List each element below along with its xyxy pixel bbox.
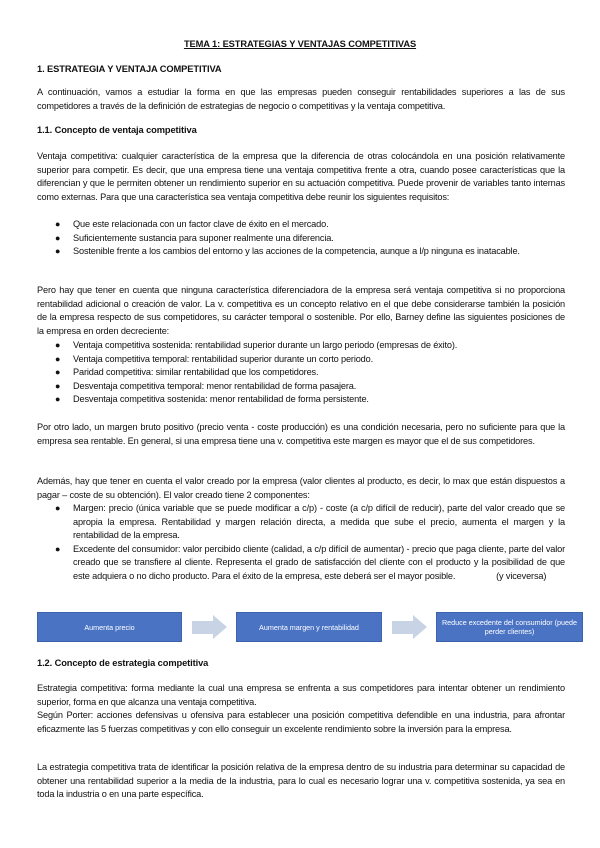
section-1-intro: A continuación, vamos a estudiar la forma en que las empresas pueden conseguir rentabilidades superiores a las de sus competidores a través de la definición de estrategias de negocio o competitivas y la ventaja competitiva.: [37, 87, 565, 111]
section-1-heading: 1. ESTRATEGIA Y VENTAJA COMPETITIVA: [37, 64, 222, 74]
list-item: ● Desventaja competitiva sostenida: menor rentabilidad de forma persistente.: [73, 393, 565, 407]
flow-box-increase-price: Aumenta precio: [37, 612, 182, 642]
bullet-icon: ●: [55, 543, 61, 554]
section-1-1-heading: 1.1. Concepto de ventaja competitiva: [37, 125, 197, 135]
list-item: ● Desventaja competitiva temporal: menor rentabilidad de forma pasajera.: [73, 380, 565, 394]
bullet-icon: ●: [55, 380, 61, 391]
requirements-list: [55, 218, 565, 259]
list-item: ● Sostenible frente a los cambios del entorno y las acciones de la competencia, aunque a l/p ninguna es inatacable.: [73, 245, 565, 259]
section-1-2-heading: 1.2. Concepto de estrategia competitiva: [37, 658, 209, 668]
flow-box-consumer-surplus: Reduce excedente del consumidor (puede perder clientes): [436, 612, 583, 642]
flow-arrow-body: [192, 621, 214, 634]
page-title: TEMA 1: ESTRATEGIAS Y VENTAJAS COMPETITIVAS: [183, 39, 417, 49]
margin-paragraph: Por otro lado, un margen bruto positivo (precio venta - coste producción) es una condición necesaria, pero no suficiente para que la empresa sea rentable. En general, si una empresa tiene una v. competitiva este margen es mayor que el de sus competidores.: [37, 422, 565, 446]
bullet-icon: ●: [55, 503, 61, 513]
bullet-icon: ●: [55, 394, 61, 405]
list-item: ● Excedente del consumidor: valor percibido cliente (calidad, a c/p difícil de aumentar) - precio que paga cliente, parte del valor creado que se transfiere al cliente. Representa el grado de satisfacción del cliente con el producto y la posibilidad de que este adquiera o no dicho producto. Para el éxito de la empresa, este deberá ser el mayor posible. (y viceversa): [55, 543, 565, 581]
bullet-icon: ●: [55, 367, 61, 378]
components-suffix: (y viceversa): [496, 570, 547, 581]
right-arrow-icon: [413, 615, 427, 639]
list-item: ● Suficientemente sustancia para suponer realmente una diferencia.: [73, 232, 565, 246]
list-item: ● Que este relacionada con un factor clave de éxito en el mercado.: [73, 218, 565, 232]
bullet-icon: ●: [55, 340, 61, 350]
list-item: ● Ventaja competitiva temporal: rentabilidad superior durante un corto periodo.: [73, 353, 565, 367]
price-flow-diagram: [37, 612, 583, 642]
porter-paragraph: Según Porter: acciones defensivas u ofensiva para establecer una posición competitiva defendible en una industria, para afrontar eficazmente las 5 fuerzas competitivas y con ello conseguir un excelente rendimiento sobre la inversión para la empresa.: [37, 710, 565, 734]
value-created-paragraph: Además, hay que tener en cuenta el valor creado por la empresa (valor clientes al producto, es decir, lo max que están dispuestos a pagar – coste de su obtención). El valor creado tiene 2 componentes:: [37, 476, 565, 500]
bullet-icon: ●: [55, 353, 61, 364]
strategy-definition: Estrategia competitiva: forma mediante la cual una empresa se enfrenta a sus competidores para intentar obtener un rendimiento superior, forma en que alcanza una ventaja competitiva.: [37, 683, 565, 707]
positions-list: [55, 339, 565, 407]
ventaja-definition: Ventaja competitiva: cualquier característica de la empresa que la diferencia de otras colocándola en una posición relativamente superior para competir. Es decir, que una empresa tiene una ventaja competitiva frente a otra, cuando posee características que la diferencian y que le permiten obtener un rendimiento superior en su actuación competitiva. Puede provenir de variables tanto internas como externas. Para que una característica sea ventaja competitiva debe reunir los siguientes requisitos:: [37, 151, 565, 202]
competitive-strategy-paragraph: La estrategia competitiva trata de identificar la posición relativa de la empresa dentro de su industria para determinar su capacidad de obtener una rentabilidad superior a la media de la industria, para lo cual es necesario lograr una v. competitiva sostenida, ya sea en toda la industria o en una parte específica.: [37, 762, 565, 800]
list-item: ● Paridad competitiva: similar rentabilidad que los competidores.: [73, 366, 565, 380]
barney-paragraph: Pero hay que tener en cuenta que ninguna característica diferenciadora de la empresa será ventaja competitiva si no proporciona rentabilidad adicional o creación de valor. La v. competitiva es un concepto relativo en el que debe considerarse también la posición de la empresa respecto de sus competidores, su carácter temporal o sostenible. Por ello, Barney define las siguientes posiciones de la empresa en orden decreciente:: [37, 285, 565, 336]
bullet-icon: ●: [55, 219, 61, 229]
bullet-icon: ●: [55, 246, 61, 257]
bullet-icon: ●: [55, 232, 61, 243]
list-item: ● Ventaja competitiva sostenida: rentabilidad superior durante un largo periodo (empresas de éxito).: [73, 339, 565, 353]
list-item: ● Margen: precio (única variable que se puede modificar a c/p) - coste (a c/p difícil de reducir), parte del valor creado que se apropia la empresa. Rentabilidad y margen relación directa, a medida que sube el precio, aumenta el margen y la rentabilidad de la empresa.: [55, 503, 565, 541]
components-list: [55, 502, 565, 584]
right-arrow-icon: [213, 615, 227, 639]
flow-arrow-body: [392, 621, 414, 634]
flow-box-margin: Aumenta margen y rentabilidad: [236, 612, 382, 642]
